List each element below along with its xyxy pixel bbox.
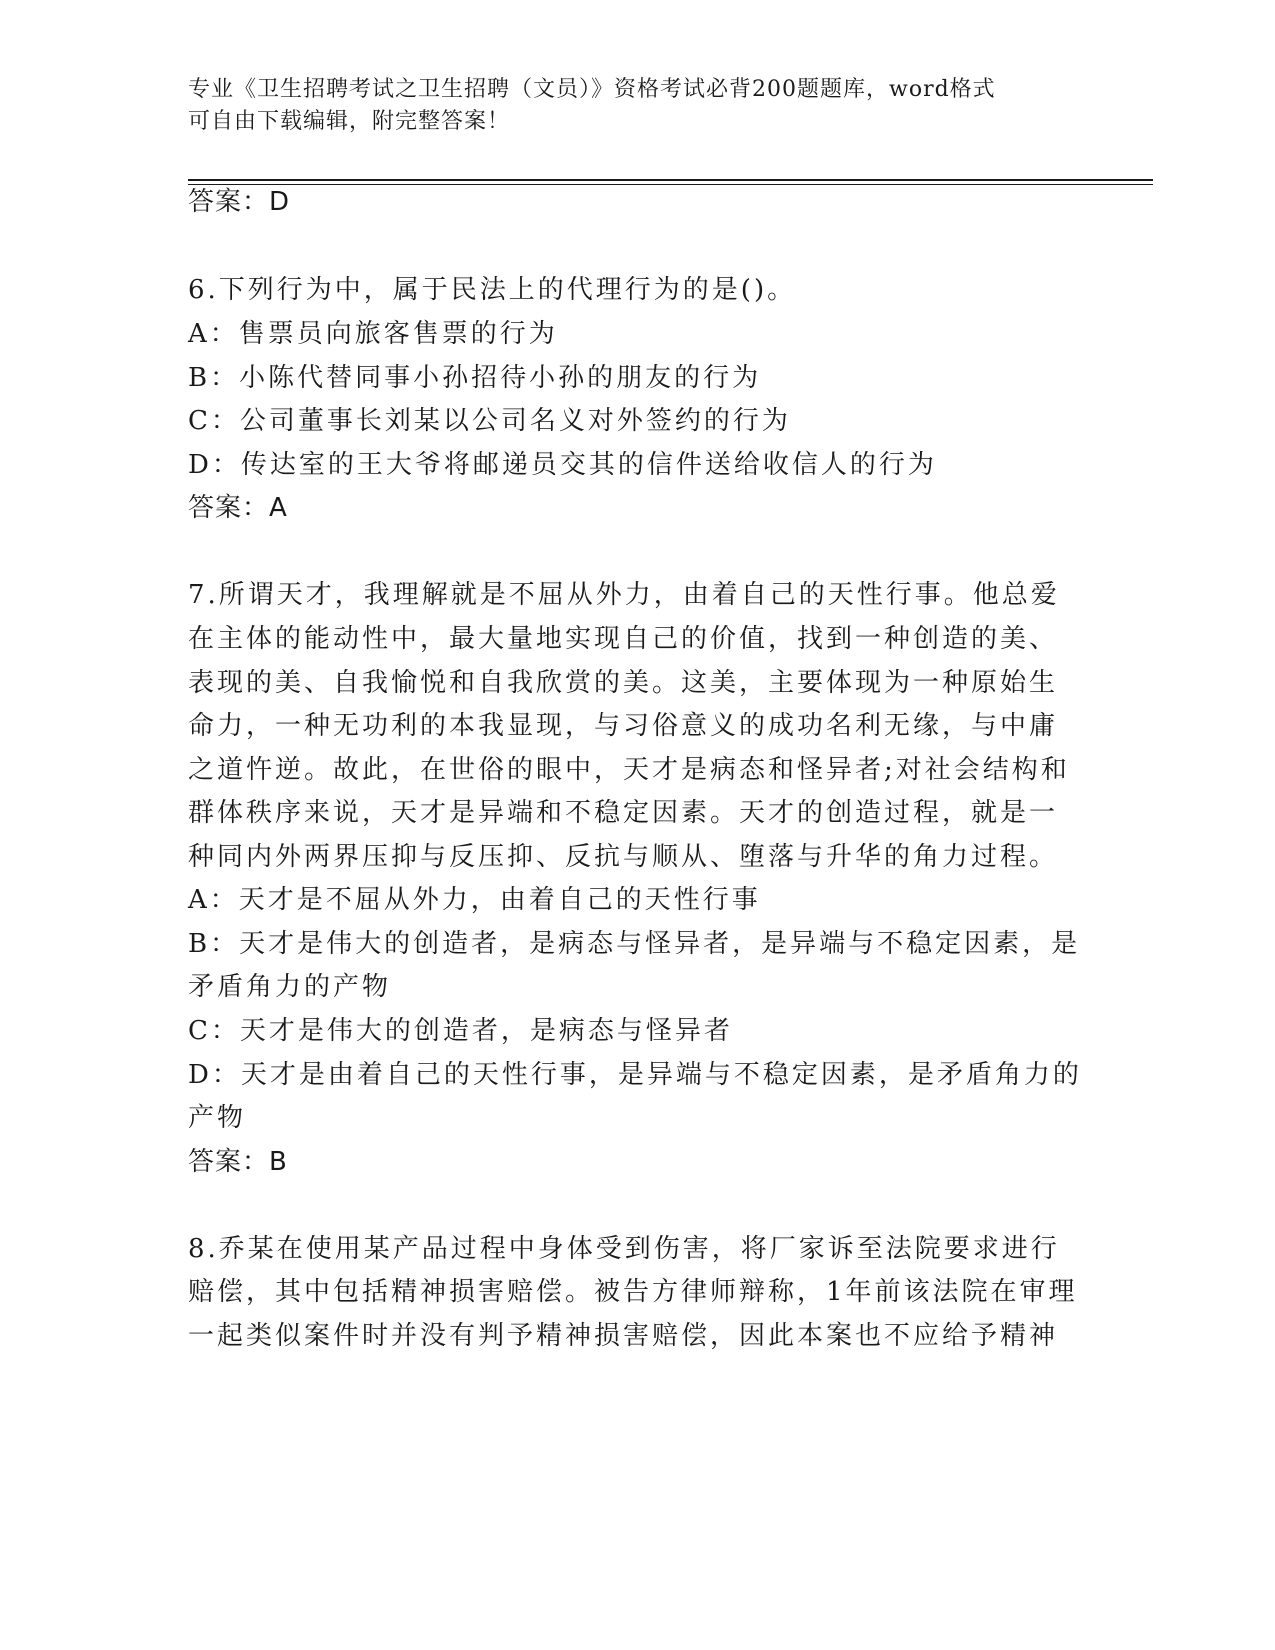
q7-option-d-continued: 产物 [188,1103,247,1133]
q7-option-b-continued: 矛盾角力的产物 [188,972,392,1002]
header-line-1: 专业《卫生招聘考试之卫生招聘（文员）》资格考试必背200题题库，word格式 [188,77,996,102]
header-divider-thick [188,179,1153,181]
q8-stem-line: 8.乔某在使用某产品过程中身体受到伤害，将厂家诉至法院要求进行 [188,1234,1060,1264]
q7-stem-line: 种同内外两界压抑与反压抑、反抗与顺从、堕落与升华的角力过程。 [188,842,1059,872]
q7-stem-line: 在主体的能动性中，最大量地实现自己的价值，找到一种创造的美、 [188,624,1059,654]
q6-stem: 6.下列行为中，属于民法上的代理行为的是()。 [188,275,797,305]
q6-option-b: B：小陈代替同事小孙招待小孙的朋友的行为 [188,363,762,393]
q6-option-a: A：售票员向旅客售票的行为 [188,319,558,349]
header-line-2: 可自由下载编辑，附完整答案！ [188,109,511,134]
header-divider-thin [188,184,1153,185]
q7-stem-line: 群体秩序来说，天才是异端和不稳定因素。天才的创造过程，就是一 [188,798,1059,828]
document-header [188,74,1068,138]
q7-answer: 答案：B [188,1147,288,1177]
q8-stem-line: 赔偿，其中包括精神损害赔偿。被告方律师辩称，1年前该法院在审理 [188,1277,1078,1307]
q6-option-c: C：公司董事长刘某以公司名义对外签约的行为 [188,406,791,436]
q7-stem-line: 命力，一种无功利的本我显现，与习俗意义的成功名利无缘，与中庸 [188,711,1059,741]
q6-answer: 答案：A [188,493,288,523]
q7-option-a: A：天才是不屈从外力，由着自己的天性行事 [188,885,761,915]
q7-stem-line: 7.所谓天才，我理解就是不屈从外力，由着自己的天性行事。他总爱 [188,580,1060,610]
q7-option-b: B：天才是伟大的创造者，是病态与怪异者，是异端与不稳定因素，是 [188,929,1081,959]
q7-stem-line: 之道忤逆。故此，在世俗的眼中，天才是病态和怪异者;对社会结构和 [188,755,1070,785]
q7-stem-line: 表现的美、自我愉悦和自我欣赏的美。这美，主要体现为一种原始生 [188,668,1059,698]
q6-option-d: D：传达室的王大爷将邮递员交其的信件送给收信人的行为 [188,450,937,480]
q7-option-d: D：天才是由着自己的天性行事，是异端与不稳定因素，是矛盾角力的 [188,1060,1082,1090]
q7-option-c: C：天才是伟大的创造者，是病态与怪异者 [188,1016,733,1046]
q8-stem-line: 一起类似案件时并没有判予精神损害赔偿，因此本案也不应给予精神 [188,1321,1059,1351]
q5-answer: 答案：D [188,187,291,217]
